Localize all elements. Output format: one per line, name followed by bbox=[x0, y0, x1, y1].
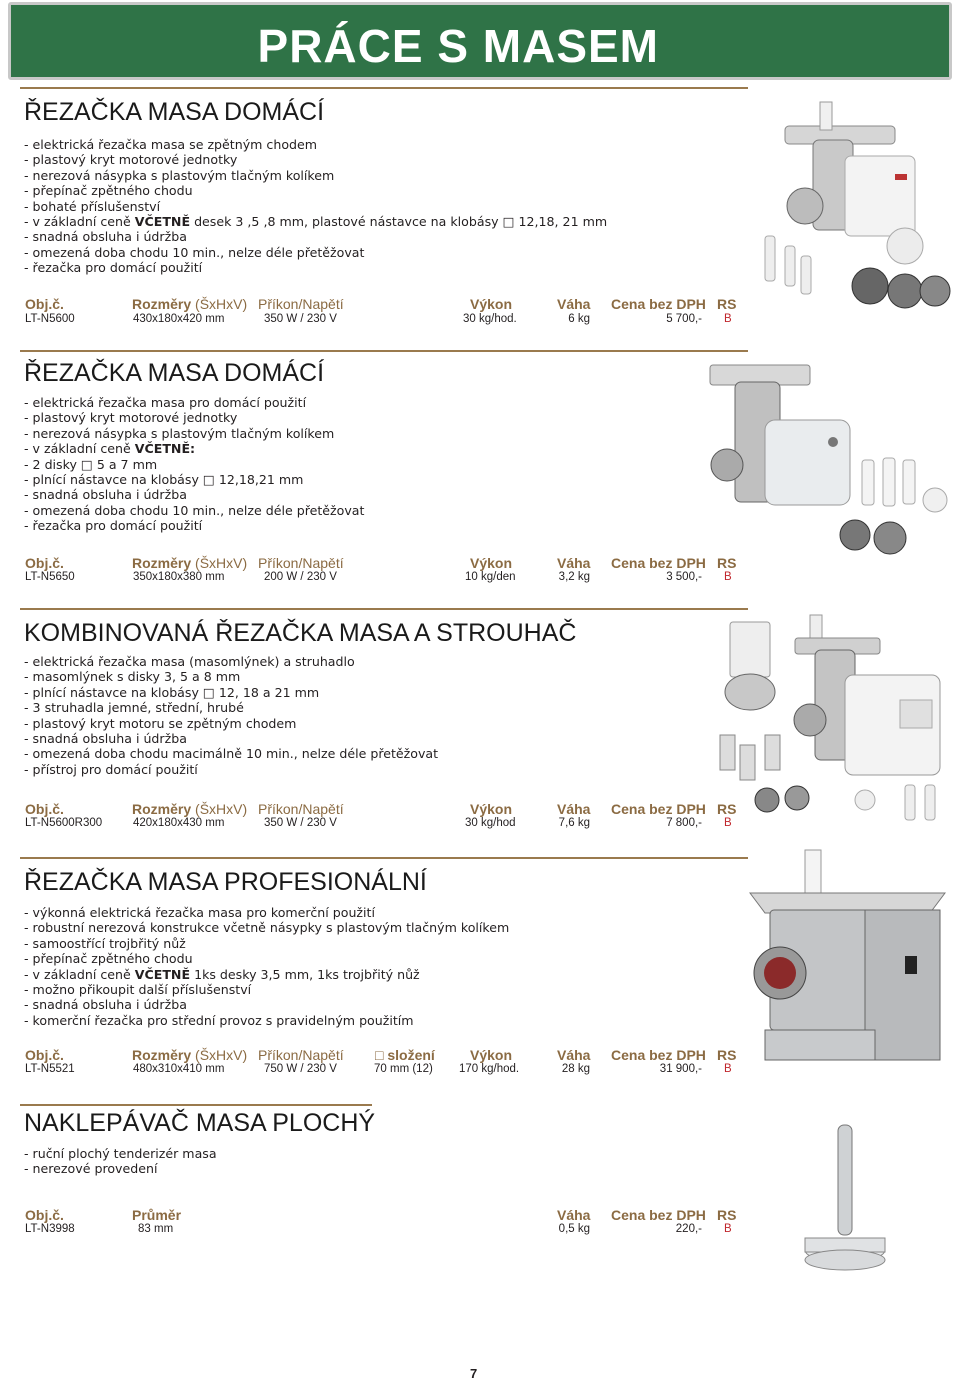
col-header-prikon: Příkon/Napětí bbox=[258, 296, 344, 312]
cell-cena: 3 500,- bbox=[666, 571, 702, 583]
cell-rs: B bbox=[724, 1223, 732, 1235]
feature-item: - možno přikoupit další příslušenství bbox=[24, 982, 252, 998]
feature-item: - snadná obsluha i údržba bbox=[24, 997, 187, 1013]
cell-obj: LT-N5600 bbox=[25, 313, 75, 325]
feature-item: - snadná obsluha i údržba bbox=[24, 487, 187, 503]
feature-item: - samoostřící trojbřitý nůž bbox=[24, 935, 186, 951]
cell-vaha: 6 kg bbox=[568, 313, 590, 325]
feature-item: - robustní nerezová konstrukce včetně násypky s plastovým tlačným kolíkem bbox=[24, 920, 510, 936]
product-title: ŘEZAČKA MASA PROFESIONÁLNÍ bbox=[24, 868, 427, 896]
cell-rozmery: 430x180x420 mm bbox=[133, 313, 225, 325]
col-header-rozmery: Rozměry (ŠxHxV) bbox=[132, 801, 248, 817]
feature-item: - komerční řezačka pro střední provoz s pravidelným použitím bbox=[24, 1012, 414, 1028]
feature-list bbox=[24, 905, 509, 1028]
feature-item: - elektrická řezačka masa se zpětným chodem bbox=[24, 137, 318, 152]
page-banner bbox=[8, 2, 952, 80]
col-header-rs: RS bbox=[717, 296, 737, 312]
product-title: ŘEZAČKA MASA DOMÁCÍ bbox=[24, 359, 325, 387]
section-divider bbox=[20, 87, 748, 89]
cell-cena: 5 700,- bbox=[666, 313, 702, 325]
feature-item: - řezačka pro domácí použití bbox=[24, 518, 203, 534]
feature-item: - řezačka pro domácí použití bbox=[24, 260, 203, 276]
feature-item: - omezená doba chodu macimálně 10 min., nelze déle přetěžovat bbox=[24, 746, 439, 762]
feature-list bbox=[24, 137, 607, 276]
cell-prikon: 200 W / 230 V bbox=[264, 571, 337, 583]
cell-vykon: 30 kg/hod bbox=[465, 817, 516, 829]
product-title: NAKLEPÁVAČ MASA PLOCHÝ bbox=[24, 1109, 376, 1137]
section-divider bbox=[20, 1104, 372, 1106]
cell-rozmery: 420x180x430 mm bbox=[133, 817, 225, 829]
cell-rs: B bbox=[724, 817, 732, 829]
cell-rs: B bbox=[724, 313, 732, 325]
feature-list bbox=[24, 1146, 217, 1177]
feature-item: - elektrická řezačka masa pro domácí použití bbox=[24, 395, 307, 410]
cell-slozeni: 70 mm (12) bbox=[374, 1063, 433, 1075]
cell-vaha: 0,5 kg bbox=[558, 1223, 590, 1235]
feature-item: - plnící nástavce na klobásy □ 12, 18 a 21 mm bbox=[24, 684, 320, 700]
cell-prikon: 750 W / 230 V bbox=[264, 1063, 337, 1075]
feature-item: - nerezová násypka s plastovým tlačným kolíkem bbox=[24, 425, 335, 441]
cell-rs: B bbox=[724, 1063, 732, 1075]
section-divider bbox=[20, 350, 748, 352]
feature-item: - masomlýnek s disky 3, 5 a 8 mm bbox=[24, 669, 241, 685]
professional-meat-grinder-image bbox=[745, 848, 955, 1073]
feature-item: - ruční plochý tenderizér masa bbox=[24, 1146, 217, 1161]
feature-item: - elektrická řezačka masa (masomlýnek) a struhadlo bbox=[24, 654, 355, 669]
meat-tenderizer-image bbox=[790, 1120, 900, 1280]
col-header-obj: Obj.č. bbox=[25, 296, 64, 312]
cell-prikon: 350 W / 230 V bbox=[264, 313, 337, 325]
feature-item: - přepínač zpětného chodu bbox=[24, 183, 193, 199]
col-header-vykon: Výkon bbox=[470, 296, 513, 312]
col-header-cena: Cena bez DPH bbox=[611, 1047, 706, 1063]
feature-item: - plastový kryt motorové jednotky bbox=[24, 410, 238, 426]
cell-obj: LT-N3998 bbox=[25, 1223, 75, 1235]
col-header-cena: Cena bez DPH bbox=[611, 555, 706, 571]
col-header-vaha: Váha bbox=[557, 296, 591, 312]
col-header-obj: Obj.č. bbox=[25, 1047, 64, 1063]
cell-cena: 220,- bbox=[675, 1223, 702, 1235]
meat-grinder-image bbox=[745, 96, 955, 316]
col-header-prikon: Příkon/Napětí bbox=[258, 555, 344, 571]
feature-item: - plastový kryt motorové jednotky bbox=[24, 152, 238, 168]
feature-item: - v základní ceně VČETNĚ desek 3 ,5 ,8 mm, plastové nástavce na klobásy □ 12,18, 21 mm bbox=[24, 214, 608, 230]
col-header-rozmery: Rozměry (ŠxHxV) bbox=[132, 296, 248, 312]
cell-vaha: 3,2 kg bbox=[558, 571, 590, 583]
meat-grinder-grater-image bbox=[715, 610, 955, 825]
cell-obj: LT-N5650 bbox=[25, 571, 75, 583]
feature-item: - výkonná elektrická řezačka masa pro komerční použití bbox=[24, 905, 375, 920]
col-header-cena: Cena bez DPH bbox=[611, 296, 706, 312]
cell-cena: 7 800,- bbox=[666, 817, 702, 829]
col-header-prikon: Příkon/Napětí bbox=[258, 801, 344, 817]
col-header-vykon: Výkon bbox=[470, 1047, 513, 1063]
feature-list bbox=[24, 395, 364, 534]
col-header-slozeni: □ složení bbox=[375, 1047, 435, 1063]
section-divider bbox=[20, 608, 748, 610]
meat-grinder-image bbox=[705, 360, 955, 560]
col-header-vaha: Váha bbox=[557, 1207, 591, 1223]
cell-prumer: 83 mm bbox=[138, 1223, 174, 1235]
feature-list bbox=[24, 654, 438, 777]
feature-item: - omezená doba chodu 10 min., nelze déle přetěžovat bbox=[24, 244, 365, 260]
feature-item: - v základní ceně VČETNĚ: bbox=[24, 441, 196, 457]
col-header-vaha: Váha bbox=[557, 555, 591, 571]
col-header-obj: Obj.č. bbox=[25, 801, 64, 817]
cell-vaha: 28 kg bbox=[561, 1063, 590, 1075]
col-header-rs: RS bbox=[717, 801, 737, 817]
cell-obj: LT-N5521 bbox=[25, 1063, 75, 1075]
col-header-vaha: Váha bbox=[557, 1047, 591, 1063]
col-header-obj: Obj.č. bbox=[25, 1207, 64, 1223]
feature-item: - nerezová násypka s plastovým tlačným kolíkem bbox=[24, 167, 335, 183]
product-title: ŘEZAČKA MASA DOMÁCÍ bbox=[24, 98, 325, 126]
feature-item: - plnící nástavce na klobásy □ 12,18,21 mm bbox=[24, 472, 304, 488]
feature-item: - 3 struhadla jemné, střední, hrubé bbox=[24, 700, 244, 716]
feature-item: - přepínač zpětného chodu bbox=[24, 951, 193, 967]
col-header-rs: RS bbox=[717, 1207, 737, 1223]
cell-vaha: 7,6 kg bbox=[558, 817, 590, 829]
col-header-vykon: Výkon bbox=[470, 801, 513, 817]
col-header-prikon: Příkon/Napětí bbox=[258, 1047, 344, 1063]
cell-rozmery: 350x180x380 mm bbox=[133, 571, 225, 583]
product-title: KOMBINOVANÁ ŘEZAČKA MASA A STROUHAČ bbox=[24, 619, 577, 647]
col-header-prumer: Průměr bbox=[132, 1207, 182, 1223]
feature-item: - v základní ceně VČETNĚ 1ks desky 3,5 mm, 1ks trojbřitý nůž bbox=[24, 966, 420, 982]
col-header-rs: RS bbox=[717, 555, 737, 571]
feature-item: - bohaté příslušenství bbox=[24, 198, 161, 214]
page-number: 7 bbox=[470, 1366, 478, 1381]
section-divider bbox=[20, 857, 748, 859]
col-header-obj: Obj.č. bbox=[25, 555, 64, 571]
feature-item: - snadná obsluha i údržba bbox=[24, 731, 187, 747]
feature-item: - přístroj pro domácí použití bbox=[24, 761, 198, 777]
cell-rozmery: 480x310x410 mm bbox=[133, 1063, 225, 1075]
col-header-rs: RS bbox=[717, 1047, 737, 1063]
cell-vykon: 30 kg/hod. bbox=[463, 313, 517, 325]
cell-cena: 31 900,- bbox=[659, 1063, 702, 1075]
feature-item: - snadná obsluha i údržba bbox=[24, 229, 187, 245]
page-title: PRÁCE S MASEM bbox=[257, 20, 659, 72]
col-header-vykon: Výkon bbox=[470, 555, 513, 571]
cell-prikon: 350 W / 230 V bbox=[264, 817, 337, 829]
feature-item: - omezená doba chodu 10 min., nelze déle přetěžovat bbox=[24, 502, 365, 518]
col-header-cena: Cena bez DPH bbox=[611, 1207, 706, 1223]
cell-vykon: 170 kg/hod. bbox=[459, 1063, 520, 1075]
col-header-cena: Cena bez DPH bbox=[611, 801, 706, 817]
cell-rs: B bbox=[724, 571, 732, 583]
feature-item: - plastový kryt motoru se zpětným chodem bbox=[24, 715, 297, 731]
col-header-rozmery: Rozměry (ŠxHxV) bbox=[132, 1047, 248, 1063]
feature-item: - 2 disky □ 5 a 7 mm bbox=[24, 456, 158, 472]
feature-item: - nerezové provedení bbox=[24, 1161, 158, 1177]
col-header-rozmery: Rozměry (ŠxHxV) bbox=[132, 555, 248, 571]
col-header-vaha: Váha bbox=[557, 801, 591, 817]
cell-vykon: 10 kg/den bbox=[465, 571, 516, 583]
cell-obj: LT-N5600R300 bbox=[25, 817, 103, 829]
